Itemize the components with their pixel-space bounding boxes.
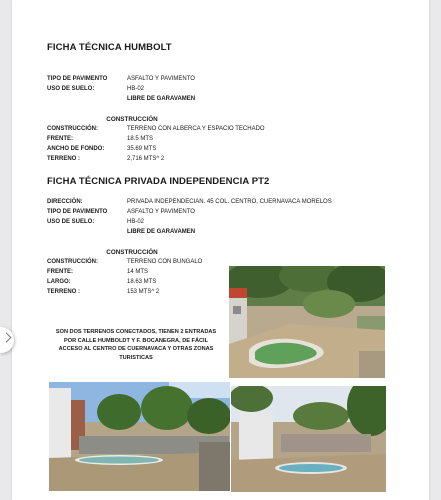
s1-terreno-value: 2,716 MTS^ 2 (127, 156, 165, 162)
s2-terreno-label: TERRENO : (47, 289, 80, 295)
s2-frente-value: 14 MTS (127, 269, 149, 275)
s2-tipo-pavimento-value: ASFALTO Y PAVIMENTO (127, 209, 195, 215)
s1-libre-gravamen: LIBRE DE GARAVAMEN (127, 96, 196, 102)
document-page (12, 0, 429, 500)
s2-frente-label: FRENTE: (47, 269, 73, 275)
s1-frente-label: FRENTE: (47, 136, 73, 142)
s2-construccion-label: CONSTRUCCIÓN: (47, 259, 98, 265)
s2-largo-label: LARGO: (47, 279, 71, 285)
s1-construccion-value: TERRENO CON ALBERCA Y ESPACIO TECHADO (127, 126, 265, 132)
photo-garden-left (49, 382, 230, 491)
property-description: SON DOS TERRENOS CONECTADOS, TIENEN 2 ENTRADAS POR CALLE HUMBOLDT Y F. BOCANEGRA, DE FÁCIL ACCESO AL CENTRO DE CUERNAVACA Y OTRAS ZONAS TURISTICAS (55, 329, 217, 361)
s1-uso-suelo-value: HB-02 (127, 86, 145, 92)
photo-garden-right (231, 386, 386, 492)
s1-tipo-pavimento-label: TIPO DE PAVIMENTO (47, 76, 108, 82)
photo-pool-overview (229, 266, 385, 378)
s2-uso-suelo-label: USO DE SUELO: (47, 219, 95, 225)
s1-construccion-heading: CONSTRUCCIÓN (106, 116, 158, 123)
s2-construccion-heading: CONSTRUCCIÓN (106, 249, 158, 256)
s1-uso-suelo-label: USO DE SUELO: (47, 86, 95, 92)
s1-terreno-label: TERRENO : (47, 156, 80, 162)
chevron-right-icon (2, 333, 12, 343)
s2-direccion-label: DIRECCIÓN: (47, 199, 83, 205)
s1-ancho-value: 35.69 MTS (127, 146, 157, 152)
s2-direccion-value: PRIVADA INDEPENDECIAN. 45 COL. CENTRO, CUERNAVACA MORELOS (127, 199, 332, 205)
s2-tipo-pavimento-label: TIPO DE PAVIMENTO (47, 209, 108, 215)
s2-largo-value: 18.63 MTS (127, 279, 157, 285)
section1-title: FICHA TÉCNICA HUMBOLT (47, 42, 172, 53)
s2-construccion-value: TERRENO CON BUNGALO (127, 259, 203, 265)
section2-title: FICHA TÉCNICA PRIVADA INDEPENDENCIA PT2 (47, 176, 270, 187)
s1-frente-value: 18.5 MTS (127, 136, 154, 142)
s2-uso-suelo-value: HB-02 (127, 219, 145, 225)
s2-libre-gravamen: LIBRE DE GARAVAMEN (127, 229, 196, 235)
s1-ancho-label: ANCHO DE FONDO: (47, 146, 105, 152)
s1-construccion-label: CONSTRUCCIÓN: (47, 126, 98, 132)
s2-terreno-value: 153 MTS^ 2 (127, 289, 160, 295)
s1-tipo-pavimento-value: ASFALTO Y PAVIMENTO (127, 76, 195, 82)
